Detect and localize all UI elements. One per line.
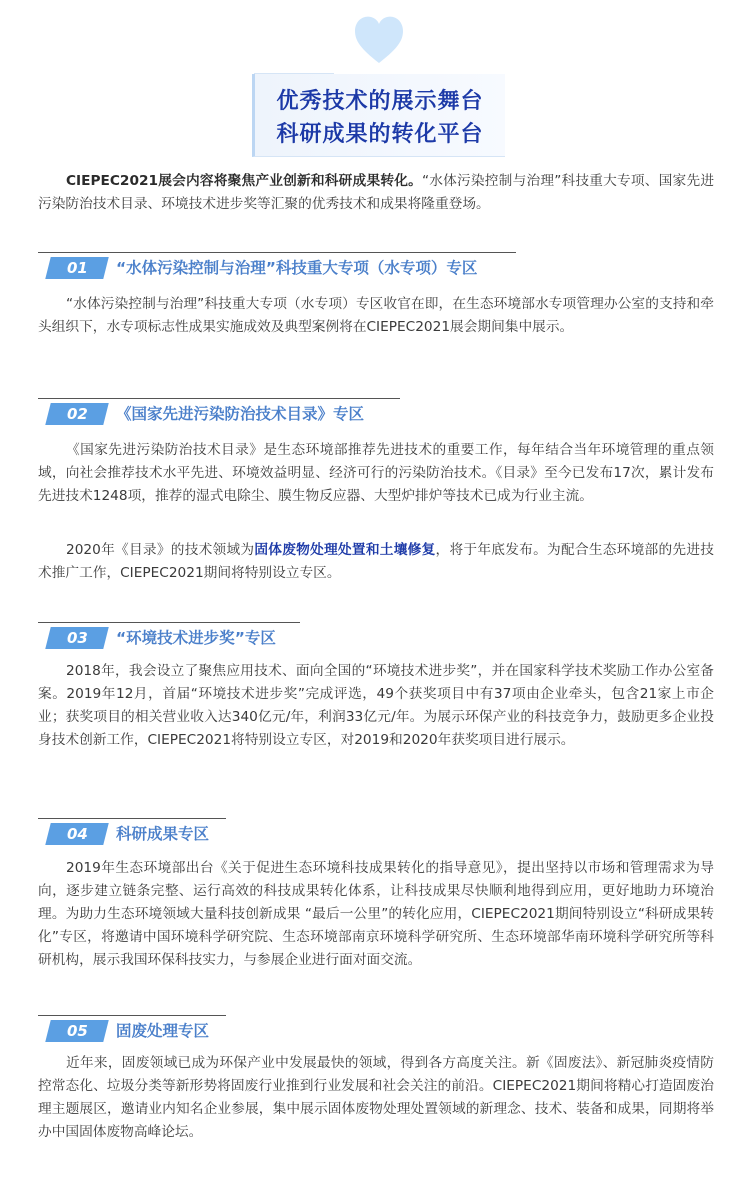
highlight-text: 固体废物处理处置和土壤修复 [254,542,436,558]
intro-paragraph [38,170,714,216]
intro-text: “水体污染控制与治理”科技重大专项、国家先进污染防治技术目录、环境技术进步奖等汇聚的优秀技术和成果将隆重登场。 [38,173,715,212]
section-header-04 [38,818,226,852]
section-header-01 [38,252,516,286]
page-title-line-2: 科研成果的转化平台 [276,122,484,147]
section-rule [38,622,300,623]
section-02-paragraph-2: 2020年《目录》的技术领域为固体废物处理处置和土壤修复，将于年底发布。为配合生态环境部的先进技术推广工作，CIEPEC2021期间将特别设立专区。 [38,542,714,581]
page-title-line-1: 优秀技术的展示舞台 [276,89,484,114]
section-rule [38,818,226,819]
section-rule [38,1015,226,1016]
section-title: 固废处理专区 [116,1022,210,1040]
section-number-badge: 02 [45,403,108,425]
title-banner [252,74,505,157]
section-number-badge: 04 [45,823,108,845]
section-rule [38,398,400,399]
section-rule [38,252,516,253]
section-05-paragraph: 近年来，固废领域已成为环保产业中发展最快的领域，得到各方高度关注。新《固废法》、新冠肺炎疫情防控常态化、垃圾分类等新形势将固废行业推到行业发展和社会关注的前沿。CIEPEC2021期间将精心打造固废治理主题展区，邀请业内知名企业参展，集中展示固体废物处理处置领域的新理念、技术、装备和成果，同期将举办中国固体废物高峰论坛。 [38,1055,714,1140]
section-03-paragraph: 2018年，我会设立了聚焦应用技术、面向全国的“环境技术进步奖”，并在国家科学技术奖励工作办公室备案。2019年12月，首届“环境技术进步奖”完成评选，49个获奖项目中有37项由企业牵头，包含21家上市企业；获奖项目的相关营业收入达340亿元/年，利润33亿元/年。为展示环保产业的科技竞争力，鼓励更多企业投身技术创新工作，CIEPEC2021将特别设立专区，对2019和2020年获奖项目进行展示。 [38,663,714,748]
section-header-02 [38,398,400,432]
section-02-paragraph-1: 《国家先进污染防治技术目录》是生态环境部推荐先进技术的重要工作，每年结合当年环境管理的重点领域，向社会推荐技术水平先进、环境效益明显、经济可行的污染防治技术。《目录》至今已发布17次，累计发布先进技术1248项，推荐的湿式电除尘、膜生物反应器、大型炉排炉等技术已成为行业主流。 [38,442,714,504]
section-header-05 [38,1015,226,1049]
section-number-badge: 01 [45,257,108,279]
intro-lead: CIEPEC2021展会内容将聚焦产业创新和科研成果转化。 [66,173,422,189]
section-number-badge: 03 [45,627,108,649]
section-title: 《国家先进污染防治技术目录》专区 [116,405,365,423]
section-title: “环境技术进步奖”专区 [116,629,276,647]
section-title: “水体污染控制与治理”科技重大专项（水专项）专区 [116,259,478,277]
section-01-paragraph: “水体污染控制与治理”科技重大专项（水专项）专区收官在即，在生态环境部水专项管理办公室的支持和牵头组织下，水专项标志性成果实施成效及典型案例将在CIEPEC2021展会期间集中展示。 [38,296,714,335]
section-number-badge: 05 [45,1020,108,1042]
section-header-03 [38,622,300,656]
section-04-paragraph: 2019年生态环境部出台《关于促进生态环境科技成果转化的指导意见》，提出坚持以市场和管理需求为导向，逐步建立链条完整、运行高效的科技成果转化体系，让科技成果尽快顺利地得到应用，更好地助力环境治理。为助力生态环境领域大量科技创新成果 “最后一公里”的转化应用，CIEPEC2021期间特别设立“科研成果转化”专区，将邀请中国环境科学研究院、生态环境部南京环境科学研究所、生态环境部华南环境科学研究所等科研机构，展示我国环保科技实力，与参展企业进行面对面交流。 [38,860,714,968]
section-title: 科研成果专区 [116,825,210,843]
heart-icon [355,15,403,65]
